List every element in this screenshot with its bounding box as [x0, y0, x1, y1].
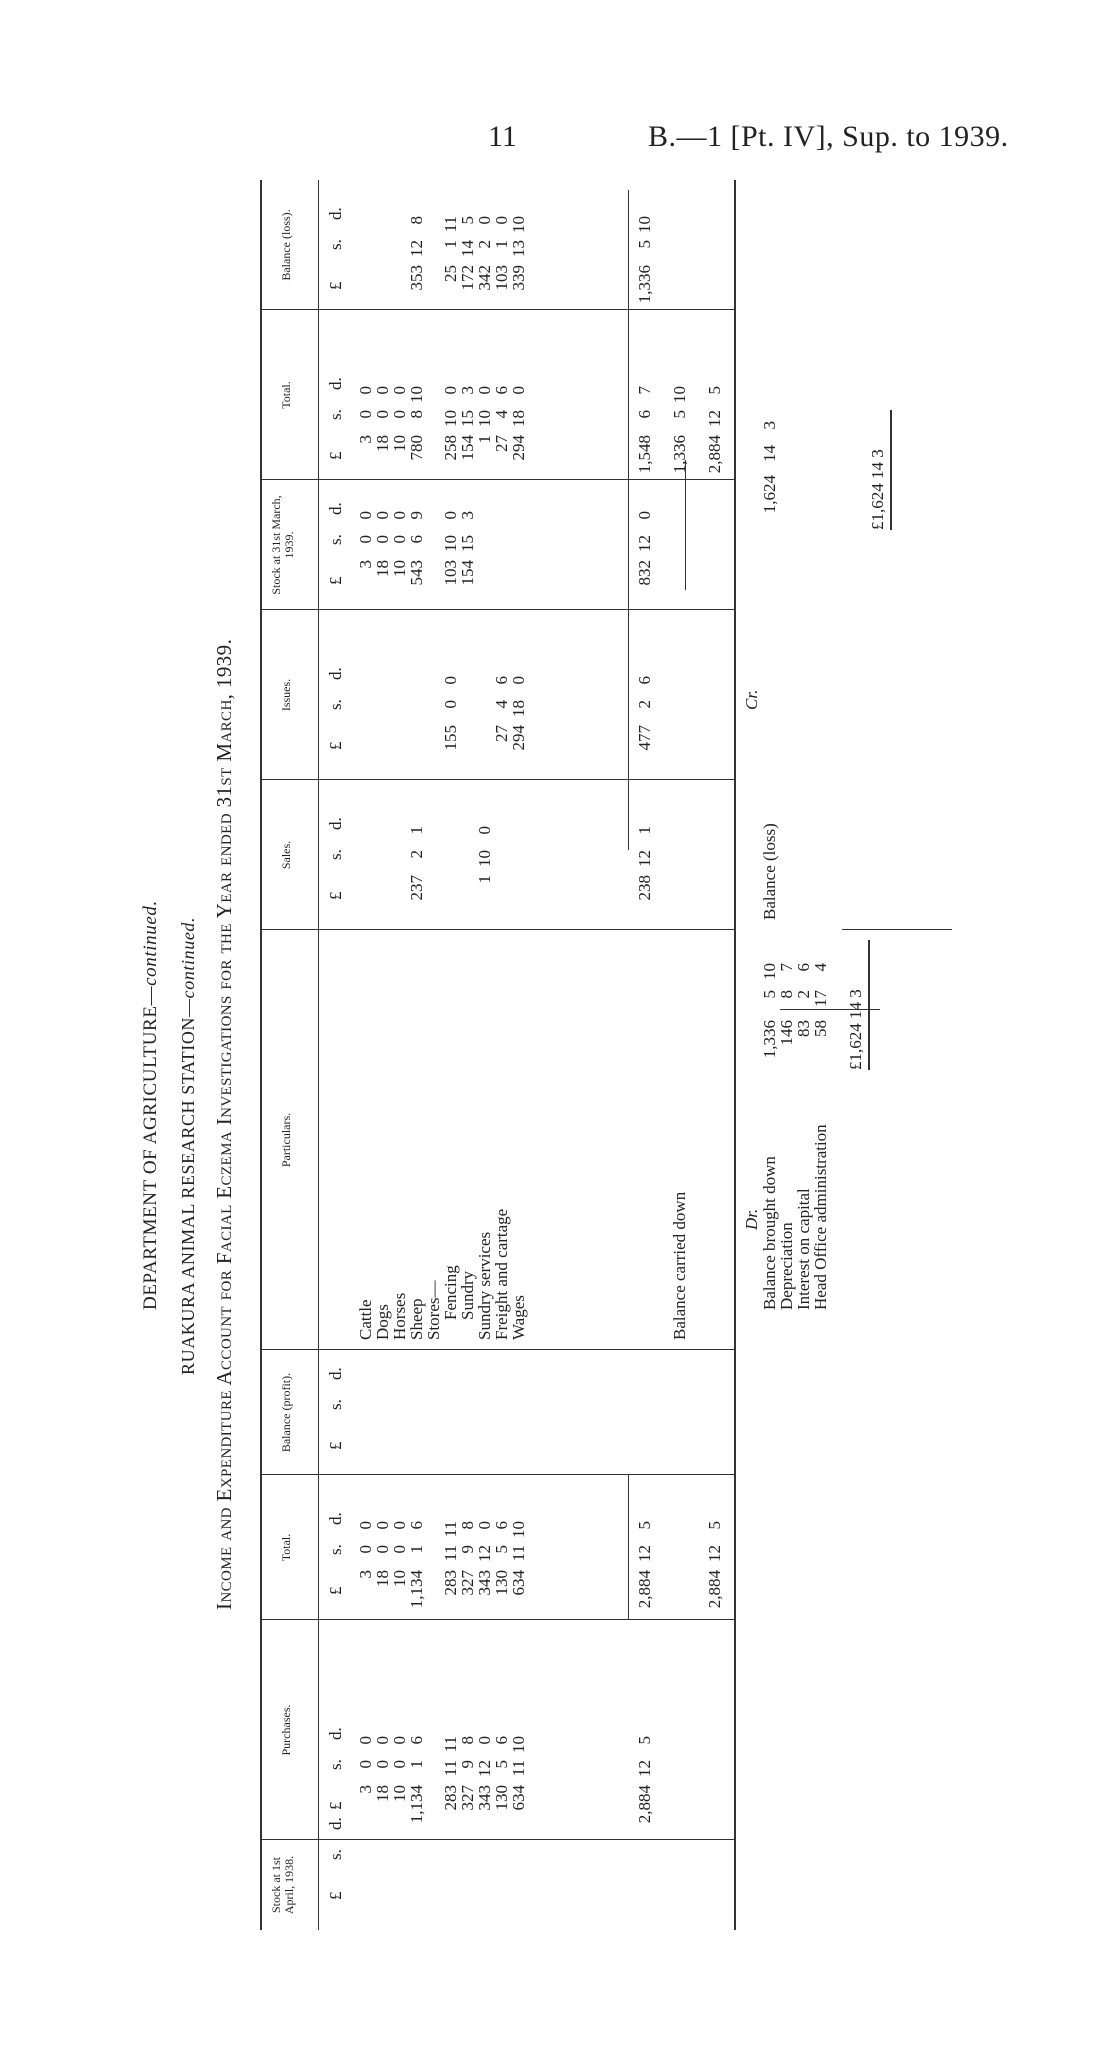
- amount-shillings: 1: [492, 240, 511, 249]
- lsd-header-pence: d.: [326, 207, 345, 220]
- lsd-header-shilling: s.: [326, 699, 345, 710]
- amount-pence: 3: [458, 386, 477, 395]
- amount-shillings: 0: [390, 410, 409, 419]
- cr-label: Cr.: [742, 689, 761, 710]
- amount-shillings: 2: [475, 240, 494, 249]
- amount-shillings: 11: [509, 1760, 528, 1777]
- amount-shillings: 12: [635, 1545, 654, 1562]
- amount-pence: 11: [441, 216, 460, 233]
- dr-label: Dr.: [742, 1208, 761, 1230]
- amount-shillings: 0: [390, 1760, 409, 1769]
- amount-shillings: 0: [373, 1760, 392, 1769]
- cr-item-pence: 3: [760, 421, 779, 430]
- amount-pence: 0: [356, 1521, 375, 1530]
- amount-shillings: 9: [458, 1760, 477, 1769]
- particulars-label: Fencing: [441, 1265, 460, 1320]
- amount-shillings: 10: [441, 535, 460, 552]
- amount-pence: 1: [635, 826, 654, 835]
- dr-item-shillings: 5: [760, 990, 779, 999]
- dr-item-pounds: 146: [777, 1020, 796, 1046]
- amount-shillings: 0: [441, 700, 460, 709]
- amount-pence: 3: [458, 511, 477, 520]
- amount-pounds: 172: [458, 265, 477, 291]
- amount-shillings: 8: [407, 410, 426, 419]
- amount-pence: 8: [407, 216, 426, 225]
- amount-pence: 0: [373, 1521, 392, 1530]
- amount-pounds: 3: [356, 1570, 375, 1579]
- col-header-purchases: Purchases.: [279, 1704, 293, 1756]
- amount-pounds: 1,336: [635, 265, 654, 304]
- amount-pounds: 832: [635, 560, 654, 586]
- col-header-sales: Sales.: [279, 840, 293, 870]
- dr-item-shillings: 2: [794, 990, 813, 999]
- amount-pence: 0: [509, 386, 528, 395]
- amount-shillings: 1: [407, 1760, 426, 1769]
- lsd-header-pence: d.: [326, 1727, 345, 1740]
- lsd-header-pound: £: [326, 576, 345, 585]
- dr-item-pence: 6: [794, 963, 813, 972]
- amount-pounds: 353: [407, 265, 426, 291]
- dr-item-shillings: 17: [811, 990, 830, 1007]
- col-header-stock-1938: Stock at 1st April, 1938.: [269, 1855, 296, 1915]
- lsd-header-shilling: s.: [326, 239, 345, 250]
- dr-item-label: Depreciation: [777, 1222, 796, 1310]
- amount-pence: 0: [390, 511, 409, 520]
- lsd-header-shilling: s.: [326, 1759, 345, 1770]
- amount-shillings: 12: [635, 850, 654, 867]
- amount-pounds: 18: [373, 435, 392, 452]
- lsd-header-pound: £: [326, 1441, 345, 1450]
- amount-shillings: 9: [458, 1545, 477, 1554]
- col-header-balance-loss: Balance (loss).: [279, 209, 293, 281]
- lsd-header-pound: £: [326, 1891, 345, 1900]
- dr-item-label: Interest on capital: [794, 1188, 813, 1310]
- amount-shillings: 1: [441, 240, 460, 249]
- cr-total: £1,624 14 3: [868, 449, 887, 530]
- dr-item-pence: 10: [760, 963, 779, 980]
- account-heading: Income and Expenditure Account for Facial Eczema Investigations for the Year ended 31st March, 1939.: [212, 638, 236, 1610]
- amount-pence: 0: [475, 216, 494, 225]
- particulars-label: Dogs: [373, 1304, 392, 1340]
- lsd-header-pound: £: [326, 1586, 345, 1595]
- amount-pence: 0: [390, 386, 409, 395]
- amount-pounds: 27: [492, 435, 511, 452]
- amount-pounds: 2,884: [705, 1570, 724, 1609]
- amount-pounds: 2,884: [635, 1785, 654, 1824]
- amount-pounds: 18: [373, 560, 392, 577]
- amount-shillings: 12: [705, 1545, 724, 1562]
- amount-shillings: 5: [635, 240, 654, 249]
- amount-shillings: 5: [670, 410, 689, 419]
- amount-shillings: 1: [407, 1545, 426, 1554]
- amount-shillings: 0: [373, 535, 392, 544]
- amount-shillings: 12: [475, 1760, 494, 1777]
- amount-pounds: 634: [509, 1785, 528, 1811]
- amount-pence: 0: [390, 1736, 409, 1745]
- amount-pence: 0: [356, 386, 375, 395]
- amount-pence: 7: [635, 386, 654, 395]
- amount-pence: 10: [670, 386, 689, 403]
- amount-pence: 10: [509, 1521, 528, 1538]
- amount-shillings: 10: [475, 410, 494, 427]
- amount-shillings: 6: [407, 535, 426, 544]
- amount-shillings: 18: [509, 410, 528, 427]
- amount-pence: 5: [458, 216, 477, 225]
- amount-pounds: 634: [509, 1570, 528, 1596]
- amount-shillings: 15: [458, 410, 477, 427]
- amount-pence: 0: [475, 386, 494, 395]
- cr-item-shillings: 14: [760, 445, 779, 462]
- amount-shillings: 4: [492, 410, 511, 419]
- col-header-stock-1939: Stock at 31st March, 1939.: [269, 495, 296, 595]
- amount-shillings: 13: [509, 240, 528, 257]
- amount-pounds: 154: [458, 435, 477, 461]
- amount-pounds: 130: [492, 1785, 511, 1811]
- amount-pounds: 327: [458, 1785, 477, 1811]
- amount-pence: 0: [475, 1736, 494, 1745]
- particulars-label: Horses: [390, 1292, 409, 1340]
- amount-shillings: 18: [509, 700, 528, 717]
- amount-pence: 10: [509, 216, 528, 233]
- col-header-total-left: Total.: [279, 1533, 293, 1562]
- dr-item-shillings: 8: [777, 990, 796, 999]
- amount-pence: 5: [705, 1521, 724, 1530]
- dr-item-label: Balance brought down: [760, 1156, 779, 1310]
- amount-pounds: 3: [356, 435, 375, 444]
- amount-pounds: 1,548: [635, 435, 654, 474]
- amount-pence: 6: [492, 386, 511, 395]
- amount-pence: 9: [407, 511, 426, 520]
- amount-pounds: 10: [390, 560, 409, 577]
- dr-item-pounds: 1,336: [760, 1020, 779, 1059]
- amount-shillings: 12: [407, 240, 426, 257]
- amount-pounds: 1,134: [407, 1570, 426, 1609]
- amount-pence: 0: [356, 1736, 375, 1745]
- amount-pence: 10: [509, 1736, 528, 1753]
- lsd-header-pence: d.: [326, 667, 345, 680]
- amount-shillings: 0: [356, 535, 375, 544]
- amount-pounds: 1,134: [407, 1785, 426, 1824]
- amount-shillings: 11: [441, 1760, 460, 1777]
- amount-pounds: 339: [509, 265, 528, 291]
- amount-pence: 0: [475, 826, 494, 835]
- amount-pounds: 10: [390, 1570, 409, 1587]
- amount-pounds: 258: [441, 435, 460, 461]
- lsd-header-shilling: s.: [326, 1849, 345, 1860]
- amount-pence: 10: [635, 216, 654, 233]
- amount-pounds: 238: [635, 875, 654, 901]
- lsd-header-pound: £: [326, 451, 345, 460]
- amount-pounds: 237: [407, 875, 426, 901]
- amount-shillings: 0: [373, 1545, 392, 1554]
- lsd-header-shilling: s.: [326, 534, 345, 545]
- amount-pence: 11: [441, 1521, 460, 1538]
- particulars-label: Sundry services: [475, 1231, 494, 1340]
- amount-shillings: 11: [509, 1545, 528, 1562]
- dr-item-pence: 4: [811, 963, 830, 972]
- amount-shillings: 12: [635, 535, 654, 552]
- amount-pounds: 342: [475, 265, 494, 291]
- lsd-header-pence: d.: [326, 377, 345, 390]
- amount-shillings: 0: [356, 1545, 375, 1554]
- amount-shillings: 6: [635, 410, 654, 419]
- amount-shillings: 12: [635, 1760, 654, 1777]
- amount-pence: 0: [492, 216, 511, 225]
- amount-pounds: 2,884: [705, 435, 724, 474]
- amount-pounds: 1: [475, 875, 494, 884]
- amount-pounds: 1,336: [670, 435, 689, 474]
- amount-pence: 0: [441, 676, 460, 685]
- amount-shillings: 5: [492, 1545, 511, 1554]
- amount-shillings: 0: [390, 1545, 409, 1554]
- amount-shillings: 12: [705, 410, 724, 427]
- amount-pounds: 780: [407, 435, 426, 461]
- particulars-label: Stores—: [424, 1280, 443, 1340]
- amount-pence: 5: [705, 386, 724, 395]
- amount-shillings: 12: [475, 1545, 494, 1562]
- amount-pounds: 27: [492, 725, 511, 742]
- amount-shillings: 2: [407, 850, 426, 859]
- lsd-header-pound: £: [326, 1801, 345, 1810]
- dr-total: £1,624 14 3: [846, 989, 865, 1070]
- lsd-header-shilling: s.: [326, 409, 345, 420]
- particulars-label: Freight and cartage: [492, 1208, 511, 1340]
- amount-shillings: 15: [458, 535, 477, 552]
- dr-item-pounds: 58: [811, 1020, 830, 1037]
- lsd-header-pence: d.: [326, 502, 345, 515]
- page-reference: B.—1 [Pt. IV], Sup. to 1939.: [648, 120, 1009, 153]
- amount-pounds: 477: [635, 725, 654, 751]
- amount-pence: 0: [373, 511, 392, 520]
- amount-pounds: 283: [441, 1570, 460, 1596]
- lsd-header-pound: £: [326, 891, 345, 900]
- lsd-header-pence: d.: [326, 1367, 345, 1380]
- amount-shillings: 11: [441, 1545, 460, 1562]
- amount-pounds: 2,884: [635, 1570, 654, 1609]
- cr-item-label: Balance (loss): [760, 823, 779, 920]
- amount-pence: 0: [390, 1521, 409, 1530]
- col-header-total-right: Total.: [279, 381, 293, 409]
- particulars-label: Sundry: [458, 1270, 477, 1320]
- amount-pounds: 283: [441, 1785, 460, 1811]
- lsd-header-pence: d.: [326, 1817, 345, 1830]
- amount-pence: 0: [356, 511, 375, 520]
- lsd-header-pound: £: [326, 281, 345, 290]
- amount-pence: 0: [475, 1521, 494, 1530]
- amount-pounds: 25: [441, 265, 460, 282]
- amount-pounds: 103: [441, 560, 460, 586]
- amount-pence: 1: [407, 826, 426, 835]
- amount-pence: 6: [635, 676, 654, 685]
- amount-pence: 10: [407, 386, 426, 403]
- page-number: 11: [488, 120, 517, 153]
- amount-pounds: 18: [373, 1570, 392, 1587]
- amount-pence: 6: [492, 1521, 511, 1530]
- amount-pence: 8: [458, 1521, 477, 1530]
- dr-item-pence: 7: [777, 963, 796, 972]
- particulars-label: Sheep: [407, 1298, 426, 1340]
- lsd-header-pence: d.: [326, 817, 345, 830]
- amount-pounds: 294: [509, 725, 528, 751]
- col-header-balance-profit: Balance (profit).: [279, 1372, 293, 1453]
- amount-pence: 8: [458, 1736, 477, 1745]
- amount-pounds: 18: [373, 1785, 392, 1802]
- amount-pence: 5: [635, 1521, 654, 1530]
- amount-pence: 6: [407, 1521, 426, 1530]
- lsd-header-shilling: s.: [326, 1399, 345, 1410]
- amount-pounds: 543: [407, 560, 426, 586]
- amount-pounds: 130: [492, 1570, 511, 1596]
- amount-shillings: 10: [441, 410, 460, 427]
- amount-pounds: 155: [441, 725, 460, 751]
- amount-pence: 6: [407, 1736, 426, 1745]
- amount-pence: 6: [492, 676, 511, 685]
- amount-shillings: 4: [492, 700, 511, 709]
- amount-pounds: 294: [509, 435, 528, 461]
- amount-shillings: 2: [635, 700, 654, 709]
- amount-pounds: 3: [356, 560, 375, 569]
- amount-pounds: 343: [475, 1570, 494, 1596]
- amount-pence: 0: [509, 676, 528, 685]
- amount-pence: 0: [441, 511, 460, 520]
- particulars-label: Cattle: [356, 1299, 375, 1340]
- department-heading: DEPARTMENT OF AGRICULTURE—continued.: [140, 900, 161, 1310]
- dr-item-pounds: 83: [794, 1020, 813, 1037]
- amount-shillings: 0: [373, 410, 392, 419]
- amount-shillings: 0: [356, 410, 375, 419]
- amount-pounds: 1: [475, 435, 494, 444]
- amount-shillings: 10: [475, 850, 494, 867]
- amount-shillings: 0: [356, 1760, 375, 1769]
- lsd-header-pound: £: [326, 741, 345, 750]
- amount-pence: 0: [635, 511, 654, 520]
- lsd-header-shilling: s.: [326, 849, 345, 860]
- amount-pence: 5: [635, 1736, 654, 1745]
- col-header-issues: Issues.: [279, 678, 293, 712]
- particulars-label: Wages: [509, 1295, 528, 1340]
- amount-pounds: 10: [390, 1785, 409, 1802]
- amount-pounds: 327: [458, 1570, 477, 1596]
- lsd-header-shilling: s.: [326, 1544, 345, 1555]
- amount-shillings: 14: [458, 240, 477, 257]
- amount-pence: 11: [441, 1736, 460, 1753]
- amount-pence: 0: [441, 386, 460, 395]
- amount-pence: 0: [373, 386, 392, 395]
- dr-item-label: Head Office administration: [811, 1124, 830, 1310]
- station-heading: RUAKURA ANIMAL RESEARCH STATION—continued.: [178, 916, 198, 1375]
- cr-item-pounds: 1,624: [760, 475, 779, 514]
- amount-pounds: 3: [356, 1785, 375, 1794]
- amount-pounds: 103: [492, 265, 511, 291]
- lsd-header-pence: d.: [326, 1512, 345, 1525]
- amount-shillings: 0: [390, 535, 409, 544]
- amount-pence: 0: [373, 1736, 392, 1745]
- amount-pence: 6: [492, 1736, 511, 1745]
- rotated-account-table: [130, 50, 1030, 1950]
- amount-pounds: 10: [390, 435, 409, 452]
- amount-pounds: 154: [458, 560, 477, 586]
- amount-shillings: 5: [492, 1760, 511, 1769]
- col-header-particulars: Particulars.: [279, 1112, 293, 1168]
- amount-pounds: 343: [475, 1785, 494, 1811]
- balance-carried-down-label: Balance carried down: [670, 1191, 689, 1340]
